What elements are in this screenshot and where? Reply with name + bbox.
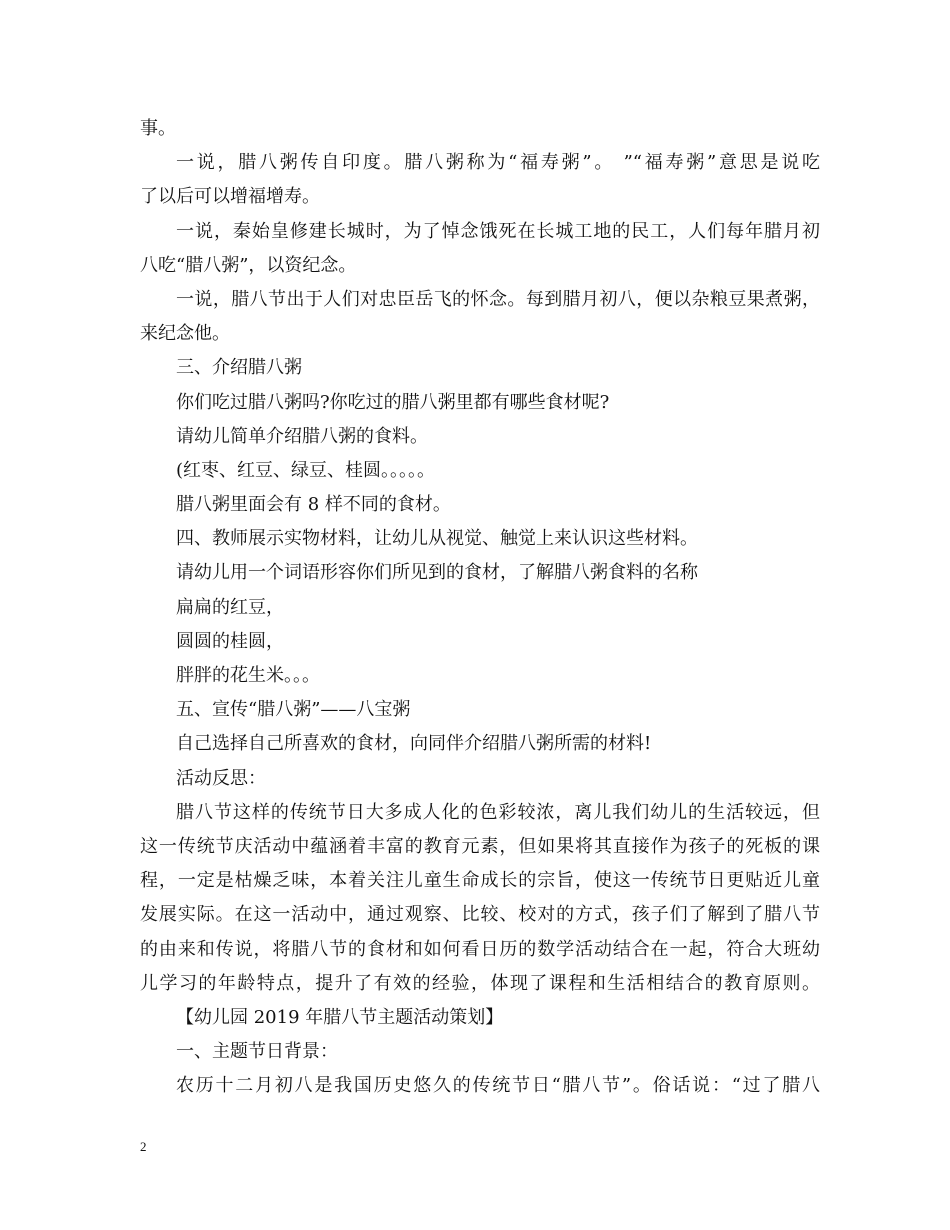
text-line: 扁扁的红豆， bbox=[176, 596, 284, 618]
text-line: 三、介绍腊八粥 bbox=[176, 357, 302, 379]
text-line: 一说，腊八节出于人们对忠臣岳飞的怀念。每到腊月初八，便以杂粮豆果煮粥， bbox=[176, 288, 820, 310]
text-line: 活动反思： bbox=[176, 767, 266, 789]
text-line: 你们吃过腊八粥吗?你吃过的腊八粥里都有哪些食材呢? bbox=[176, 391, 610, 413]
text-line: 发展实际。在这一活动中，通过观察、比较、校对的方式，孩子们了解到了腊八节 bbox=[140, 904, 820, 926]
text-line: 【幼儿园 2019 年腊八节主题活动策划】 bbox=[176, 1006, 504, 1028]
text-line: 程，一定是枯燥乏味，本着关注儿童生命成长的宗旨，使这一传统节日更贴近儿童 bbox=[140, 870, 820, 892]
text-line: 圆圆的桂圆， bbox=[176, 630, 284, 652]
text-line: 四、教师展示实物材料，让幼儿从视觉、触觉上来认识这些材料。 bbox=[176, 528, 698, 550]
text-line: 请幼儿用一个词语形容你们所见到的食材，了解腊八粥食料的名称 bbox=[176, 562, 698, 584]
document-body bbox=[140, 112, 820, 1103]
text-line: (红枣、红豆、绿豆、桂圆。。。。。 bbox=[176, 459, 436, 481]
text-line: 请幼儿简单介绍腊八粥的食料。 bbox=[176, 425, 428, 447]
text-line: 一说，腊八粥传自印度。腊八粥称为“福寿粥”。 ”“福寿粥”意思是说吃 bbox=[176, 152, 820, 174]
text-line: 一、主题节日背景： bbox=[176, 1041, 338, 1063]
text-line: 儿学习的年龄特点，提升了有效的经验，体现了课程和生活相结合的教育原则。 bbox=[140, 972, 820, 994]
text-line: 农历十二月初八是我国历史悠久的传统节日“腊八节”。俗话说：“过了腊八 bbox=[176, 1075, 820, 1097]
page-number: 2 bbox=[140, 1139, 147, 1154]
text-line: 胖胖的花生米。。。 bbox=[176, 665, 320, 686]
text-line: 八吃“腊八粥”，以资纪念。 bbox=[140, 254, 357, 276]
text-line: 腊八粥里面会有 8 样不同的食材。 bbox=[176, 494, 451, 516]
text-line: 了以后可以增福增寿。 bbox=[140, 186, 320, 208]
text-line: 这一传统节庆活动中蕴涵着丰富的教育元素，但如果将其直接作为孩子的死板的课 bbox=[140, 835, 820, 857]
text-line: 来纪念他。 bbox=[140, 323, 230, 345]
text-line: 自己选择自己所喜欢的食材，向同伴介绍腊八粥所需的材料! bbox=[176, 733, 652, 755]
text-line: 腊八节这样的传统节日大多成人化的色彩较浓，离儿我们幼儿的生活较远，但 bbox=[176, 801, 820, 823]
text-line: 事。 bbox=[140, 118, 176, 139]
text-line: 五、宣传“腊八粥”——八宝粥 bbox=[176, 699, 411, 721]
text-line: 的由来和传说，将腊八节的食材和如何看日历的数学活动结合在一起，符合大班幼 bbox=[140, 938, 820, 960]
text-line: 一说，秦始皇修建长城时，为了悼念饿死在长城工地的民工，人们每年腊月初 bbox=[176, 220, 820, 242]
